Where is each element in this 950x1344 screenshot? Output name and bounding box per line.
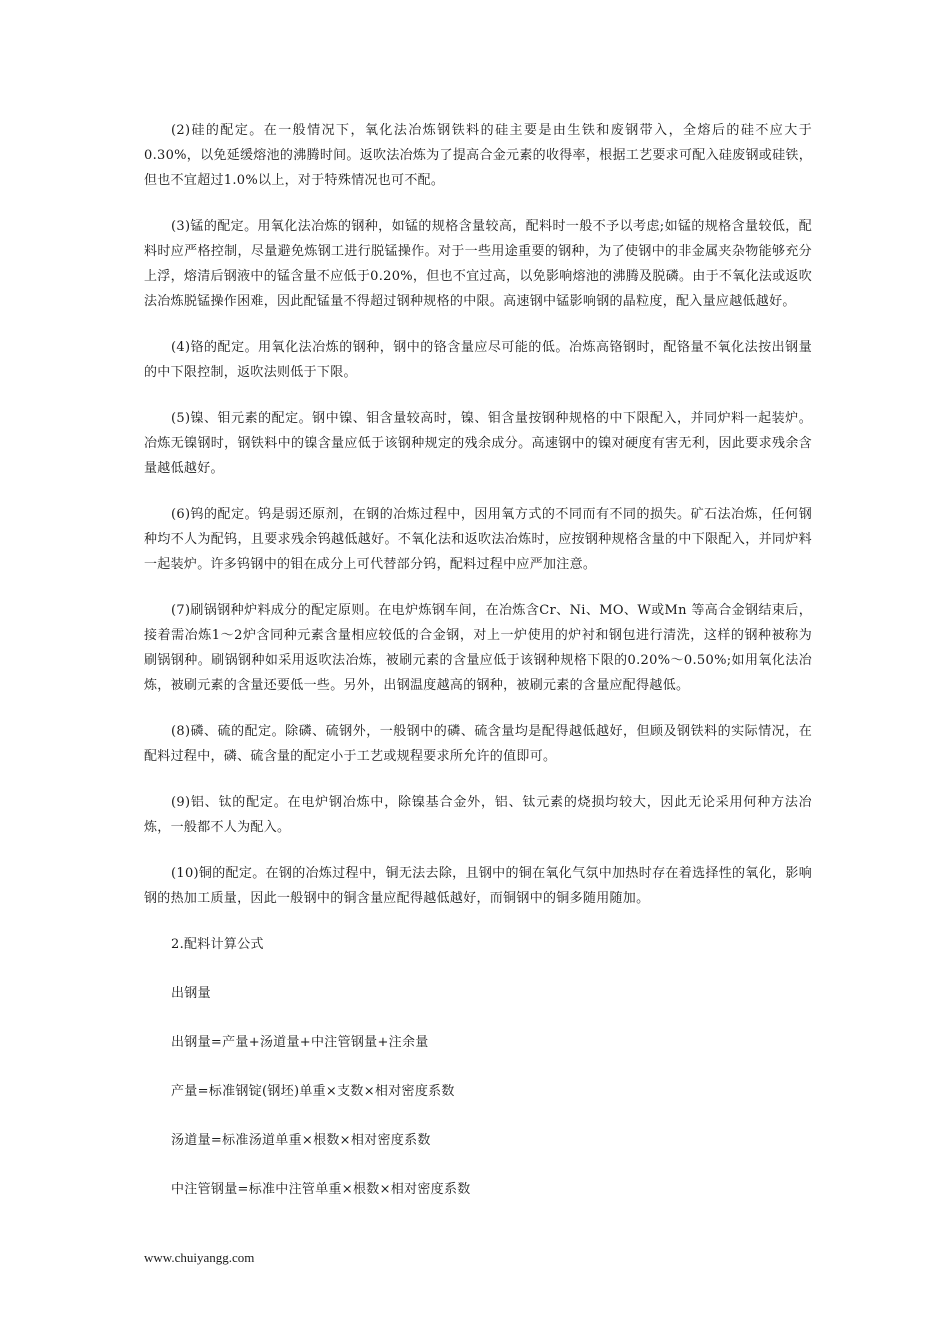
- document-body: [144, 118, 812, 1226]
- formula-label-tapping: 出钢量: [171, 986, 211, 1001]
- paragraph-chromium: (4)铬的配定。用氧化法冶炼的钢种，钢中的铬含量应尽可能的低。冶炼高铬钢时，配铬量不氧化法按出钢量的中下限控制，返吹法则低于下限。: [144, 340, 812, 380]
- formula-runner: 汤道量=标准汤道单重×根数×相对密度系数: [171, 1133, 431, 1148]
- paragraph-manganese: (3)锰的配定。用氧化法冶炼的钢种，如锰的规格含量较高，配料时一般不予以考虑;如锰的规格含量较低，配料时应严格控制，尽量避免炼钢工进行脱锰操作。对于一些用途重要的钢种，为了使钢中的非金属夹杂物能够充分上浮，熔清后钢液中的锰含量不应低于0.20%，但也不宜过高，以免影响熔池的沸腾及脱磷。由于不氧化法或返吹法冶炼脱锰操作困难，因此配锰量不得超过钢种规格的中限。高速钢中锰影响钢的晶粒度，配入量应越低越好。: [144, 219, 812, 309]
- paragraph-tungsten: (6)钨的配定。钨是弱还原剂，在钢的冶炼过程中，因用氧方式的不同而有不同的损失。矿石法冶炼，任何钢种均不人为配钨，且要求残余钨越低越好。不氧化法和返吹法冶炼时，应按钢种规格含量的中下限配入，并同炉料一起装炉。许多钨钢中的钼在成分上可代替部分钨，配料过程中应严加注意。: [144, 507, 812, 572]
- formula-output: 产量=标准钢锭(钢坯)单重×支数×相对密度系数: [171, 1084, 455, 1099]
- paragraph-silicon: (2)硅的配定。在一般情况下，氧化法冶炼钢铁料的硅主要是由生铁和废钢带入，全熔后的硅不应大于0.30%，以免延缓熔池的沸腾时间。返吹法冶炼为了提高合金元素的收得率，根据工艺要求可配入硅废钢或硅铁，但也不宜超过1.0%以上，对于特殊情况也可不配。: [144, 123, 812, 188]
- paragraph-copper: (10)铜的配定。在钢的冶炼过程中，铜无法去除，且钢中的铜在氧化气氛中加热时存在着选择性的氧化，影响钢的热加工质量，因此一般钢中的铜含量应配得越低越好，而铜钢中的铜多随用随加。: [144, 866, 812, 906]
- section-heading-formula: 2.配料计算公式: [171, 937, 264, 952]
- formula-tapping-amount: 出钢量=产量+汤道量+中注管钢量+注余量: [171, 1035, 429, 1050]
- paragraph-phosphorus-sulfur: (8)磷、硫的配定。除磷、硫钢外，一般钢中的磷、硫含量均是配得越低越好，但顾及钢铁料的实际情况，在配料过程中，磷、硫含量的配定小于工艺或规程要求所允许的值即可。: [144, 724, 812, 764]
- paragraph-nickel-molybdenum: (5)镍、钼元素的配定。钢中镍、钼含量较高时，镍、钼含量按钢种规格的中下限配入，并同炉料一起装炉。冶炼无镍钢时，钢铁料中的镍含量应低于该钢种规定的残余成分。高速钢中的镍对硬度有害无利，因此要求残余含量越低越好。: [144, 411, 812, 476]
- footer-url: www.chuiyangg.com: [144, 1250, 255, 1265]
- paragraph-aluminum-titanium: (9)铝、钛的配定。在电炉钢冶炼中，除镍基合金外，铝、钛元素的烧损均较大，因此无论采用何种方法冶炼，一般都不人为配入。: [144, 795, 812, 835]
- paragraph-wash-heat: (7)刷锅钢种炉料成分的配定原则。在电炉炼钢车间，在冶炼含Cr、Ni、MO、W或Mn 等高合金钢结束后，接着需冶炼1～2炉含同种元素含量相应较低的合金钢，对上一炉使用的炉衬和钢包进行清洗，这样的钢种被称为刷锅钢种。刷锅钢种如采用返吹法冶炼，被刷元素的含量应低于该钢种规格下限的0.20%～0.50%;如用氧化法冶炼，被刷元素的含量还要低一些。另外，出钢温度越高的钢种，被刷元素的含量应配得越低。: [144, 603, 812, 693]
- formula-central-sprue: 中注管钢量=标准中注管单重×根数×相对密度系数: [171, 1182, 471, 1197]
